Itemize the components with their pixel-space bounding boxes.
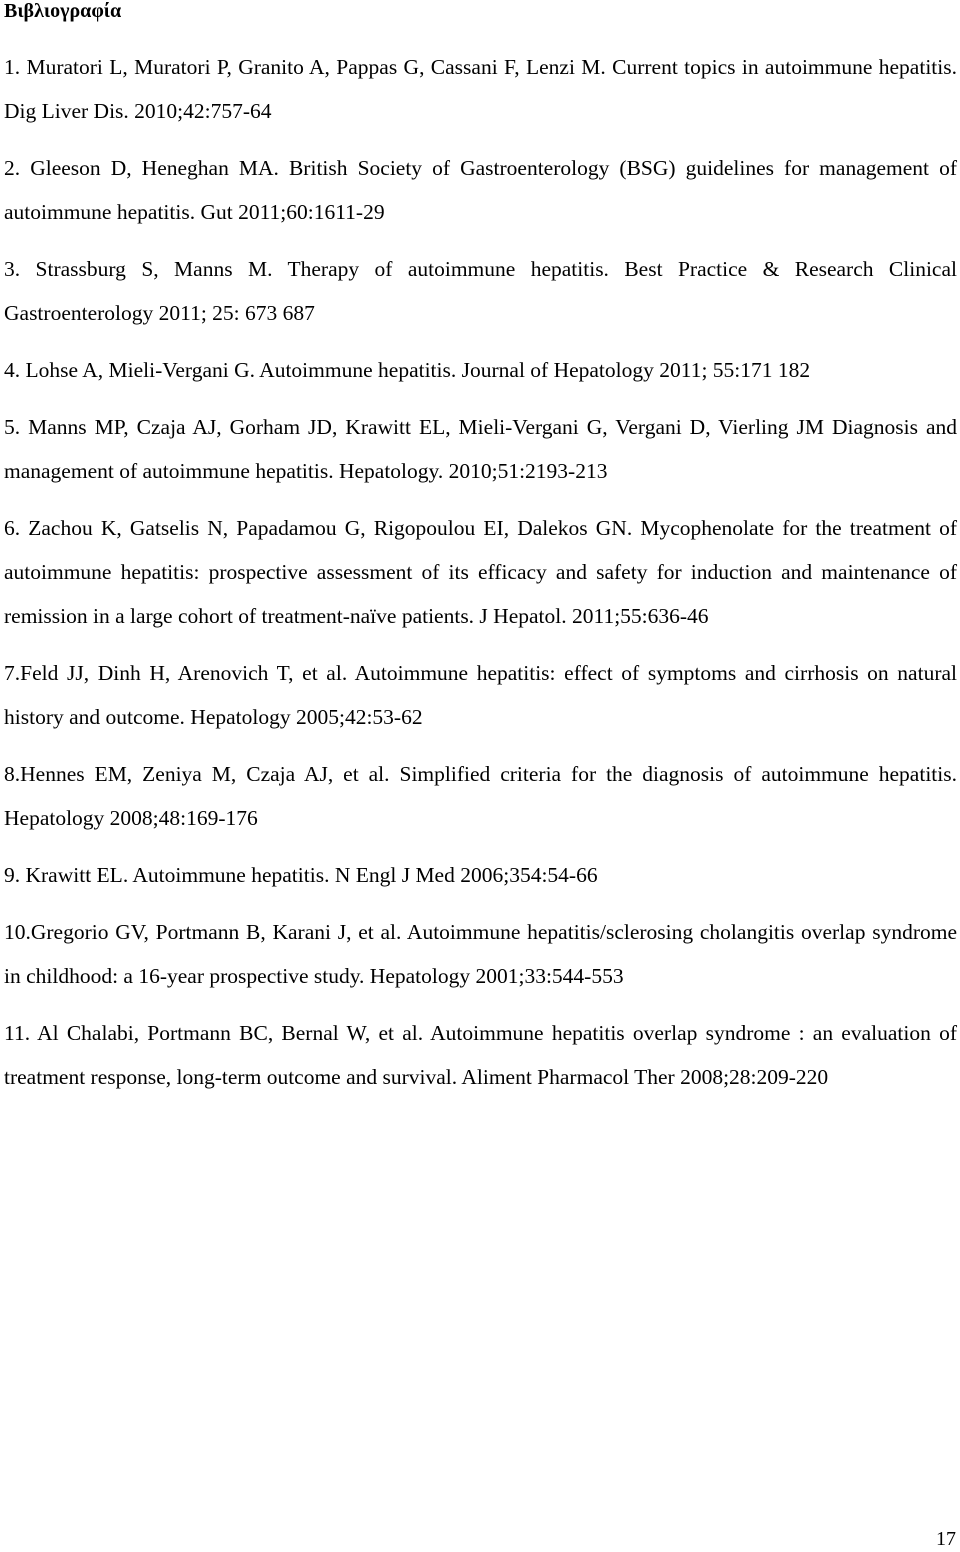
reference-item: 5. Manns MP, Czaja AJ, Gorham JD, Krawitt EL, Mieli-Vergani G, Vergani D, Vierling JM Diagnosis and management of autoimmune hepatitis. Hepatology. 2010;51:2193-213 <box>4 415 957 483</box>
reference-item: 6. Zachou K, Gatselis N, Papadamou G, Rigopoulou EI, Dalekos GN. Mycophenolate for the treatment of autoimmune hepatitis: prospective assessment of its efficacy and safety for induction and maintenance of remission in a large cohort of treatment-naïve patients. J Hepatol. 2011;55:636-46 <box>4 516 957 628</box>
reference-item: 1. Muratori L, Muratori P, Granito A, Pappas G, Cassani F, Lenzi M. Current topics in autoimmune hepatitis. Dig Liver Dis. 2010;42:757-64 <box>4 55 957 123</box>
reference-item: 3. Strassburg S, Manns M. Therapy of autoimmune hepatitis. Best Practice & Research Clinical Gastroenterology 2011; 25: 673 687 <box>4 257 957 325</box>
page-number: 17 <box>936 1528 956 1550</box>
reference-item: 9. Krawitt EL. Autoimmune hepatitis. N Engl J Med 2006;354:54-66 <box>4 863 598 887</box>
reference-item: 2. Gleeson D, Heneghan MA. British Society of Gastroenterology (BSG) guidelines for management of autoimmune hepatitis. Gut 2011;60:1611-29 <box>4 156 957 224</box>
reference-item: 8.Hennes EM, Zeniya M, Czaja AJ, et al. Simplified criteria for the diagnosis of autoimmune hepatitis. Hepatology 2008;48:169-176 <box>4 762 957 830</box>
reference-list <box>4 45 957 1112</box>
reference-item: 11. Al Chalabi, Portmann BC, Bernal W, et al. Autoimmune hepatitis overlap syndrome : an evaluation of treatment response, long-term outcome and survival. Aliment Pharmacol Ther 2008;28:209-220 <box>4 1021 957 1089</box>
reference-item: 4. Lohse A, Mieli-Vergani G. Autoimmune hepatitis. Journal of Hepatology 2011; 55:171 182 <box>4 358 811 382</box>
page-title: Βιβλιογραφία <box>4 0 122 22</box>
reference-item: 7.Feld JJ, Dinh H, Arenovich T, et al. Autoimmune hepatitis: effect of symptoms and cirrhosis on natural history and outcome. Hepatology 2005;42:53-62 <box>4 661 957 729</box>
reference-item: 10.Gregorio GV, Portmann B, Karani J, et al. Autoimmune hepatitis/sclerosing cholangitis overlap syndrome in childhood: a 16-year prospective study. Hepatology 2001;33:544-553 <box>4 920 957 988</box>
